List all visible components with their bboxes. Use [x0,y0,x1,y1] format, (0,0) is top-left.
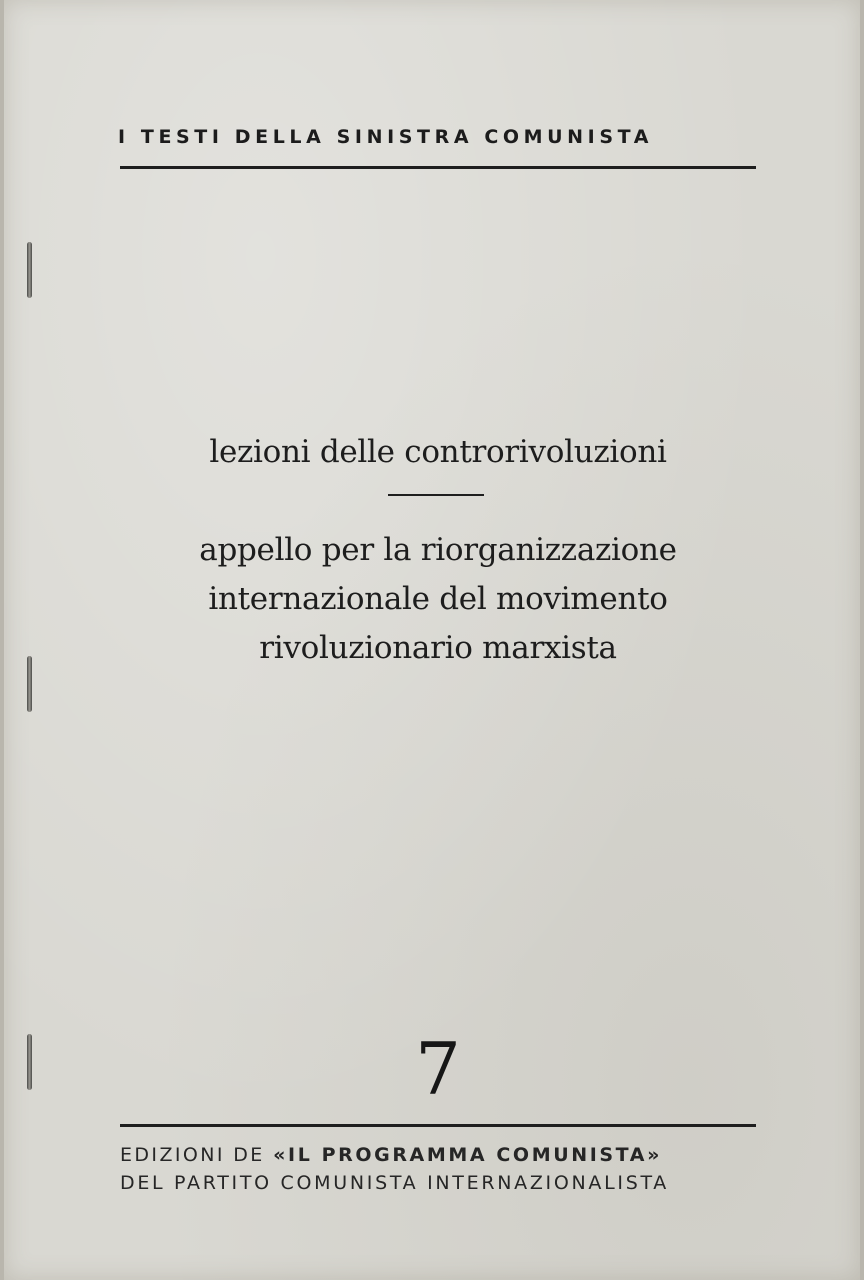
imprint-line-1 [120,1144,760,1166]
bottom-rule [120,1124,756,1127]
staple [27,1034,32,1090]
imprint-prefix: EDIZIONI DE [120,1144,274,1166]
booklet-cover [4,0,860,1280]
title-appello-line: appello per la riorganizzazione [199,532,677,568]
imprint-publisher: «IL PROGRAMMA COMUNISTA» [273,1144,662,1166]
top-rule [120,166,756,169]
staple [27,656,32,712]
staple [27,242,32,298]
title-appello [138,526,738,673]
title-appello-line: internazionale del movimento [208,581,668,617]
volume-number: 7 [415,1027,461,1111]
series-title: I TESTI DELLA SINISTRA COMUNISTA [118,126,654,148]
title-separator [388,494,484,496]
imprint-line-2: DEL PARTITO COMUNISTA INTERNAZIONALISTA [120,1172,669,1194]
title-appello-line: rivoluzionario marxista [259,630,617,666]
title-lezioni: lezioni delle controrivoluzioni [209,434,667,470]
